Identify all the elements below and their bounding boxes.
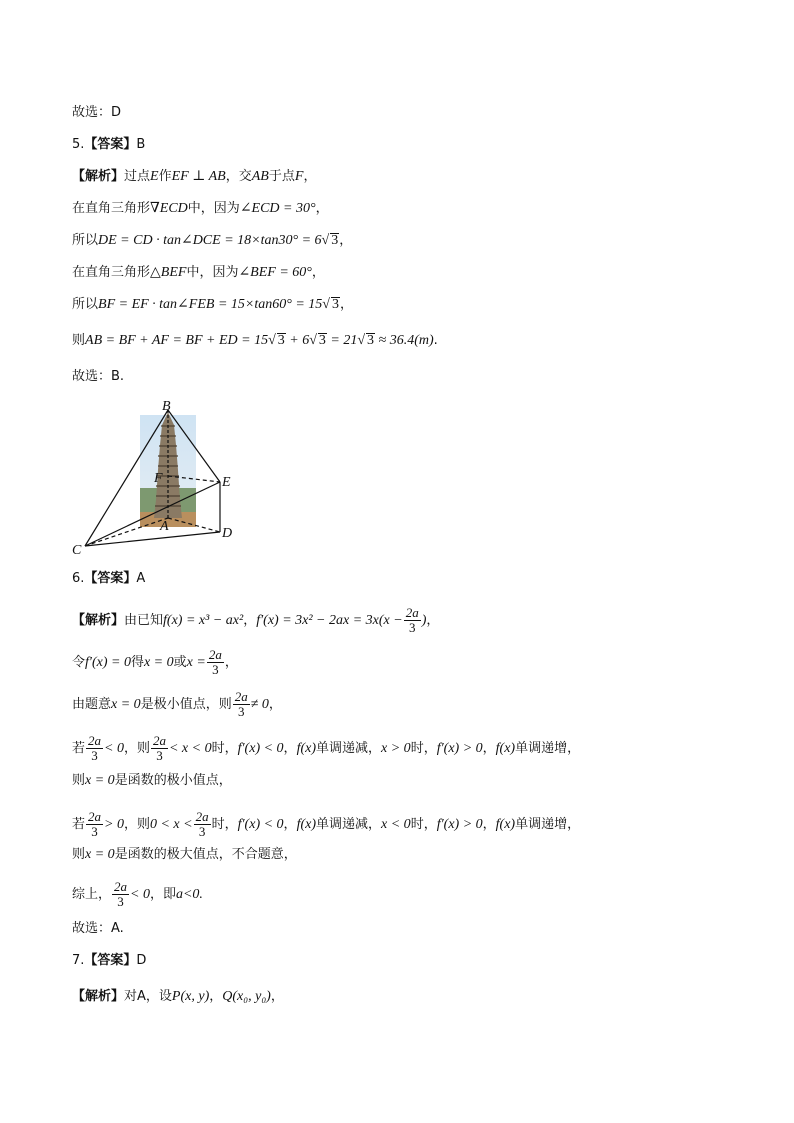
math: < 0	[104, 741, 124, 756]
fraction-2a-over-3	[86, 734, 103, 763]
text: 若	[72, 817, 86, 832]
math: f(x)	[495, 817, 516, 832]
math: EF ⊥ AB	[171, 169, 226, 184]
fraction-2a-over-3	[151, 734, 168, 763]
text: ，交	[225, 169, 252, 184]
math: △BEF	[150, 265, 187, 280]
text: ，	[303, 169, 317, 184]
q7-line-1	[72, 988, 284, 1006]
text: 或	[173, 655, 187, 670]
text: ，则	[123, 817, 150, 832]
math: 3	[318, 333, 326, 348]
text: 是函数的极小值点，	[114, 773, 232, 788]
math: f′(x) = 3x² − 2ax = 3x(x −	[256, 613, 403, 628]
math: BF = EF · tan∠FEB = 15×tan60° = 15	[98, 297, 323, 312]
text: 是函数的极大值点，不合题意，	[114, 847, 297, 862]
sqrt-sign: √	[309, 333, 317, 348]
math: < x < 0	[168, 741, 212, 756]
label-B: B	[162, 400, 171, 414]
q6-conclusion	[72, 920, 124, 938]
math: 3	[367, 333, 375, 348]
q6-line-7	[72, 846, 297, 864]
text: 是极小值点，则	[140, 697, 232, 712]
text: ，	[283, 817, 297, 832]
q5-header	[72, 136, 145, 154]
math: 0 < x <	[149, 817, 193, 832]
text: ，	[339, 233, 353, 248]
math: f′(x) = 0	[85, 655, 131, 670]
fraction-2a-over-3	[112, 880, 129, 909]
text: 综上，	[72, 887, 112, 902]
q6-header	[72, 570, 145, 588]
sqrt-sign: √	[357, 333, 366, 348]
text: 对A，设	[124, 989, 172, 1004]
math: f′(x) < 0	[237, 817, 284, 832]
math: 3	[277, 333, 285, 348]
math: = 21	[326, 333, 358, 348]
text: ，	[482, 741, 496, 756]
denominator: 3	[198, 824, 206, 839]
q5-line-3	[72, 232, 352, 250]
denominator: 3	[91, 748, 98, 763]
numerator: 2a	[88, 733, 102, 748]
text: 则	[72, 847, 86, 862]
math: x = 0	[85, 847, 115, 862]
text: ，	[270, 989, 284, 1004]
math: f′(x) > 0	[436, 741, 483, 756]
math: 3	[331, 233, 339, 248]
math: P(x, y)	[171, 989, 210, 1004]
text: 单调递增，	[515, 817, 581, 832]
q5-line-1	[72, 168, 316, 186]
text: 故选：B.	[72, 369, 125, 384]
text: 时，	[211, 741, 238, 756]
math: f′(x) > 0	[436, 817, 483, 832]
math: x > 0	[381, 741, 411, 756]
numerator: 2a	[195, 809, 209, 824]
math: x = 0	[143, 655, 174, 670]
math: 3	[331, 297, 339, 312]
q6-line-3	[72, 690, 282, 719]
text: 在直角三角形	[72, 265, 151, 280]
q5-line-6	[72, 332, 438, 350]
text: 令	[72, 655, 86, 670]
text: 则	[72, 773, 86, 788]
answer-value: A	[136, 571, 146, 586]
text: 时，	[410, 817, 437, 832]
text: 由题意	[72, 697, 112, 712]
text: ，	[315, 201, 329, 216]
text: 故选：A.	[72, 921, 124, 936]
math: ≈ 36.4(m)	[375, 333, 434, 348]
text: ，	[209, 989, 223, 1004]
numerator: 2a	[88, 809, 102, 824]
q6-line-5	[72, 772, 232, 790]
label-C: C	[72, 543, 82, 558]
math: )	[421, 613, 427, 628]
fraction-2a-over-3	[207, 648, 224, 677]
text: 单调递减，	[316, 741, 382, 756]
math: f′(x) < 0	[237, 741, 284, 756]
text: ，	[268, 697, 282, 712]
denominator: 3	[212, 662, 219, 677]
text: ，	[311, 265, 325, 280]
math: f(x) = x³ − ax²	[163, 613, 244, 628]
q6-line-2	[72, 648, 238, 677]
math: f(x)	[296, 741, 316, 756]
question-number: 7.	[72, 953, 85, 968]
math: F	[294, 169, 304, 184]
math: x =	[186, 655, 206, 670]
math: ≠ 0	[250, 697, 269, 712]
text: ，即	[149, 887, 176, 902]
text: 过点	[124, 169, 151, 184]
q6-line-1	[72, 606, 439, 635]
math: a<0.	[175, 887, 203, 902]
denominator: 3	[237, 704, 245, 719]
text: 中，因为	[187, 201, 240, 216]
q5-line-4	[72, 264, 325, 282]
math: x = 0	[85, 773, 115, 788]
q5-line-5	[72, 296, 353, 314]
question-number: 5.	[72, 137, 85, 152]
text: 由已知	[124, 613, 164, 628]
question-number: 6.	[72, 571, 85, 586]
q5-line-2	[72, 200, 329, 218]
denominator: 3	[156, 748, 163, 763]
answer-value: D	[136, 953, 147, 968]
sqrt-sign: √	[321, 233, 330, 248]
text: 于点	[268, 169, 295, 184]
text: 单调递减，	[316, 817, 382, 832]
numerator: 2a	[114, 879, 128, 894]
math: E	[150, 169, 159, 184]
sqrt-sign: √	[268, 333, 276, 348]
denominator: 3	[91, 824, 98, 839]
math: x < 0	[381, 817, 411, 832]
numerator: 2a	[152, 733, 166, 748]
answer-value: B	[136, 137, 146, 152]
math: f(x)	[495, 741, 516, 756]
denominator: 3	[117, 894, 124, 909]
math: Q(x₀, y₀)	[222, 989, 271, 1004]
text: ，	[426, 613, 440, 628]
text: 所以	[72, 297, 99, 312]
geometry-figure	[70, 400, 250, 560]
fraction-2a-over-3	[233, 690, 250, 719]
q6-line-6	[72, 810, 580, 839]
answer-label: 【答案】	[84, 953, 137, 968]
math: + 6	[285, 333, 310, 348]
answer-label: 【答案】	[84, 137, 137, 152]
analysis-label: 【解析】	[72, 989, 125, 1004]
text: ，则	[123, 741, 150, 756]
numerator: 2a	[234, 689, 248, 704]
text: 则	[72, 333, 86, 348]
label-F: F	[154, 471, 163, 486]
math: ∇ECD	[150, 201, 188, 216]
q6-line-4	[72, 734, 580, 763]
q6-line-8	[72, 880, 203, 909]
answer-label: 【答案】	[84, 571, 137, 586]
text: ，	[283, 741, 297, 756]
sqrt-sign: √	[322, 297, 330, 312]
numerator: 2a	[405, 605, 419, 620]
fraction-2a-over-3	[86, 810, 103, 839]
text: 单调递增，	[515, 741, 581, 756]
text: 所以	[72, 233, 99, 248]
text: 在直角三角形	[72, 201, 151, 216]
text: ，	[482, 817, 496, 832]
text: 若	[72, 741, 86, 756]
math: f(x)	[296, 817, 316, 832]
answer-line-4	[72, 104, 121, 122]
fraction-2a-over-3	[404, 606, 421, 635]
q7-header	[72, 952, 146, 970]
math: ∠BEF = 60°	[238, 265, 312, 280]
label-D: D	[222, 526, 233, 541]
text: ，	[243, 613, 257, 628]
label-E: E	[222, 475, 231, 490]
math: ∠ECD = 30°	[239, 201, 316, 216]
text: 时，	[410, 741, 437, 756]
text: 故选：D	[72, 105, 122, 120]
text: 中，因为	[186, 265, 239, 280]
math: DE = CD · tan∠DCE = 18×tan30° = 6	[98, 233, 322, 248]
text: 作	[158, 169, 172, 184]
math: AB = BF + AF = BF + ED = 15	[85, 333, 269, 348]
q5-conclusion	[72, 368, 124, 386]
text: 得	[130, 655, 144, 670]
analysis-label: 【解析】	[72, 169, 125, 184]
label-A: A	[160, 519, 169, 534]
text: 时，	[211, 817, 238, 832]
math: < 0	[130, 887, 150, 902]
text: ，	[224, 655, 238, 670]
math: x = 0	[111, 697, 141, 712]
denominator: 3	[408, 620, 416, 635]
fraction-2a-over-3	[194, 810, 211, 839]
text: ，	[339, 297, 353, 312]
numerator: 2a	[208, 647, 222, 662]
analysis-label: 【解析】	[72, 613, 125, 628]
math: > 0	[104, 817, 124, 832]
text: .	[433, 333, 438, 348]
math: AB	[251, 169, 269, 184]
